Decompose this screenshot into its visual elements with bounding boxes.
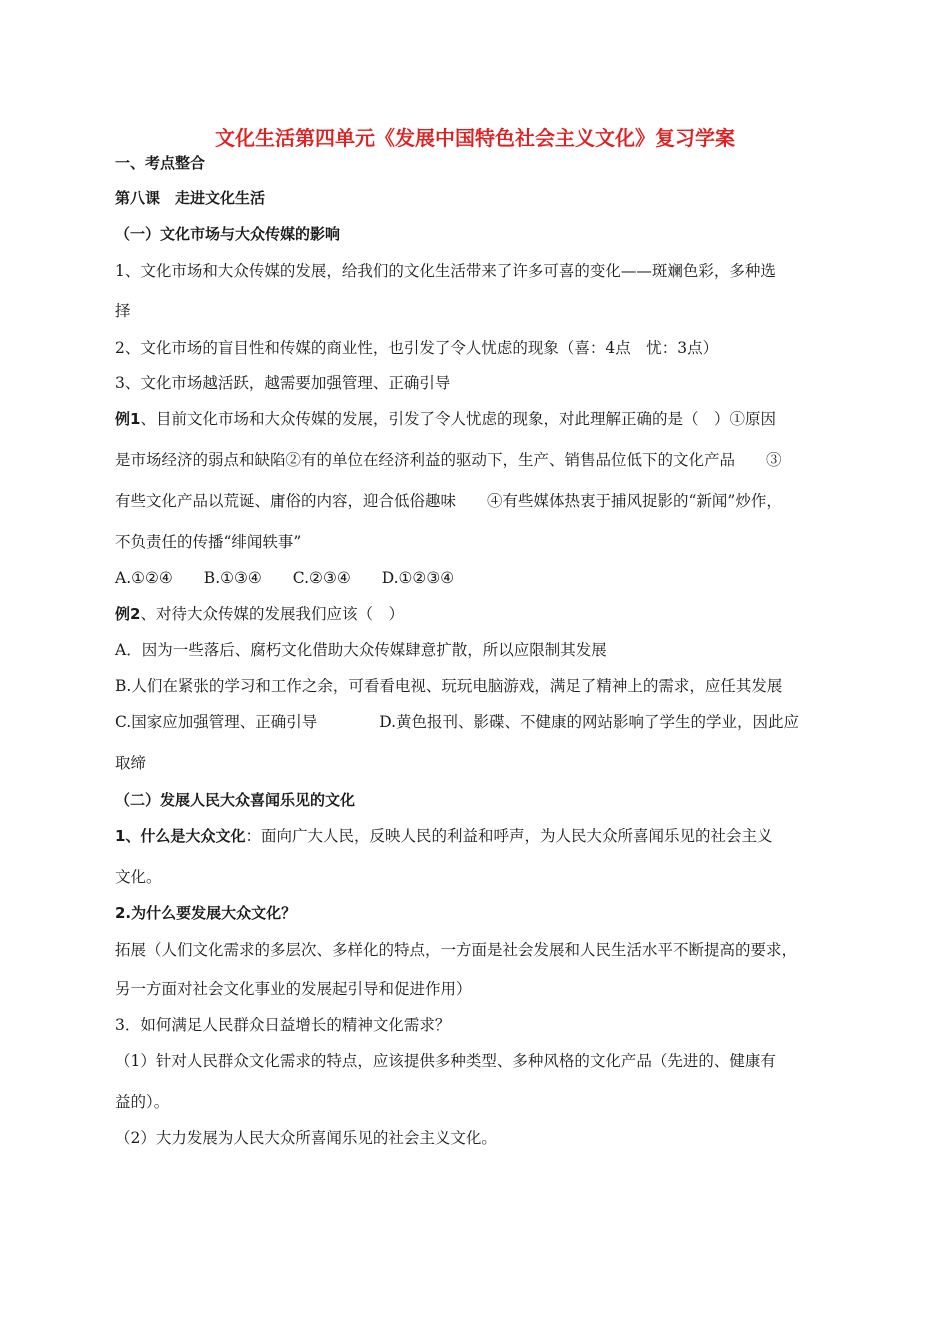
text-line: 择 xyxy=(115,302,131,320)
text-line: 3、文化市场越活跃，越需要加强管理、正确引导 xyxy=(115,374,451,392)
text-line: 有些文化产品以荒诞、庸俗的内容，迎合低俗趣味 ④有些媒体热衷于捕风捉影的“新闻”炒作， xyxy=(115,492,782,510)
question-heading: 2.为什么要发展大众文化？ xyxy=(115,904,297,922)
text-line: C.国家应加强管理、正确引导 D.黄色报刊、影碟、不健康的网站影响了学生的学业，因此应 xyxy=(115,713,800,731)
lesson-heading: 第八课 走进文化生活 xyxy=(115,189,266,207)
subsection-heading: （二）发展人民大众喜闻乐见的文化 xyxy=(115,791,356,809)
definition-line: 1、什么是大众文化：面向广大人民，反映人民的利益和呼声，为人民大众所喜闻乐见的社会主义 xyxy=(115,827,773,845)
text-line: 益的）。 xyxy=(115,1093,170,1111)
example-line: 例2、对待大众传媒的发展我们应该（ ） xyxy=(115,605,404,623)
example-label: 例1 xyxy=(115,410,141,428)
text-line: （1）针对人民群众文化需求的特点，应该提供多种类型、多种风格的文化产品（先进的、健康有 xyxy=(115,1052,776,1070)
text-line: 另一方面对社会文化事业的发展起引导和促进作用） xyxy=(115,980,472,998)
example-line: 例1、目前文化市场和大众传媒的发展，引发了令人忧虑的现象，对此理解正确的是（ ）①原因 xyxy=(115,410,776,428)
section-heading: 一、考点整合 xyxy=(115,154,206,172)
text-line: B.人们在紧张的学习和工作之余，可看看电视、玩玩电脑游戏，满足了精神上的需求，应任其发展 xyxy=(115,677,783,695)
options-line: A.①②④ B.①③④ C.②③④ D.①②③④ xyxy=(115,569,455,587)
text-line: A．因为一些落后、腐朽文化借助大众传媒肆意扩散，所以应限制其发展 xyxy=(115,641,607,659)
text-line: 拓展（人们文化需求的多层次、多样化的特点，一方面是社会发展和人民生活水平不断提高的要求， xyxy=(115,941,798,959)
example-label: 例2 xyxy=(115,605,141,623)
text-line: 3．如何满足人民群众日益增长的精神文化需求？ xyxy=(115,1016,451,1034)
subsection-heading: （一）文化市场与大众传媒的影响 xyxy=(115,225,341,243)
text-line: 1、文化市场和大众传媒的发展，给我们的文化生活带来了许多可喜的变化——斑斓色彩，多种选 xyxy=(115,262,776,280)
text-line: 是市场经济的弱点和缺陷②有的单位在经济利益的驱动下，生产、销售品位低下的文化产品 ③ xyxy=(115,451,782,469)
text-line: 2、文化市场的盲目性和传媒的商业性，也引发了令人忧虑的现象（喜：4点 忧：3点） xyxy=(115,339,719,357)
text-line: 不负责任的传播“绯闻轶事” xyxy=(115,533,302,551)
text-line: （2）大力发展为人民大众所喜闻乐见的社会主义文化。 xyxy=(115,1129,497,1147)
document-title: 文化生活第四单元《发展中国特色社会主义文化》复习学案 xyxy=(215,126,735,150)
text-line: 文化。 xyxy=(115,868,162,886)
definition-label: 1、什么是大众文化 xyxy=(115,827,246,845)
text-line: 取缔 xyxy=(115,754,147,772)
